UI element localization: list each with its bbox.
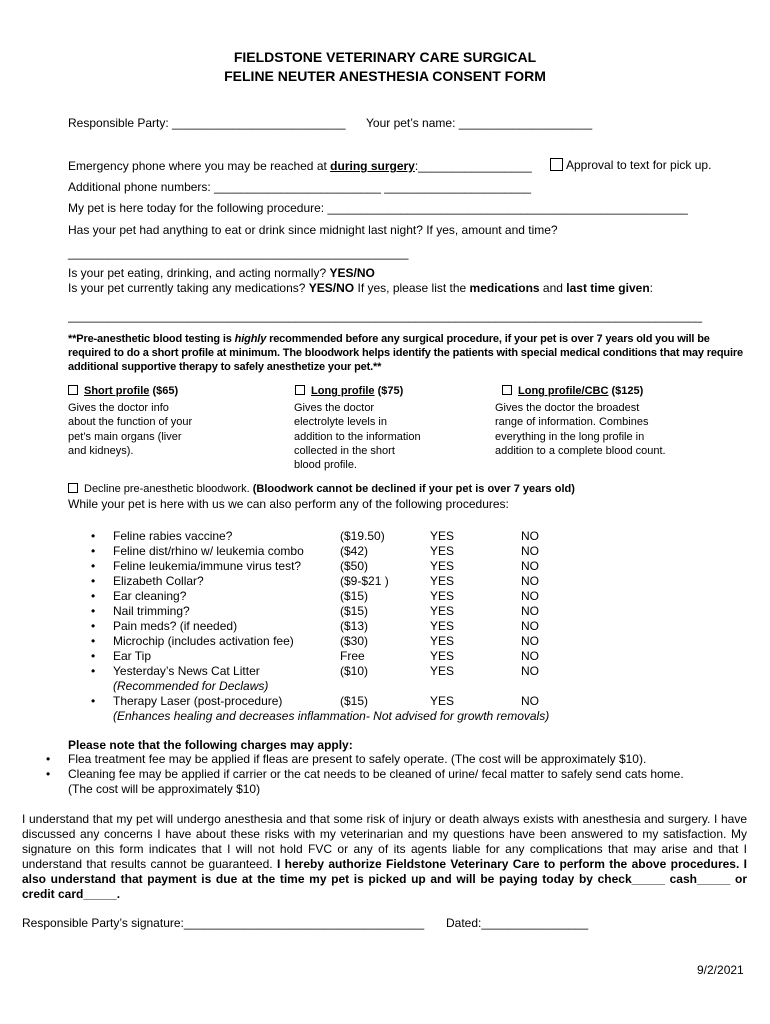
long-profile-cbc-price: ($125) bbox=[608, 385, 644, 397]
eat-drink-answer-line[interactable]: ___________________________________________________ bbox=[68, 246, 409, 260]
procedure-name: Ear Tip bbox=[113, 649, 152, 663]
meds-list-bold2: last time given bbox=[566, 281, 650, 295]
bullet-icon: • bbox=[91, 589, 96, 603]
procedure-name: Feline leukemia/immune virus test? bbox=[113, 559, 302, 573]
procedure-price: ($10) bbox=[340, 664, 369, 678]
procedure-price: ($15) bbox=[340, 694, 369, 708]
long-profile-cbc-desc: Gives the doctor the broadest range of information. Combines everything in the long profile in addition to a complete blood count. bbox=[495, 402, 666, 457]
long-profile-name: Long profile bbox=[311, 385, 375, 397]
long-profile-checkbox[interactable] bbox=[295, 385, 305, 395]
procedure-price: ($50) bbox=[340, 559, 369, 573]
bullet-icon: • bbox=[91, 604, 96, 618]
pet-name-field[interactable]: Your pet’s name: ____________________ bbox=[366, 116, 593, 130]
procedure-price: ($15) bbox=[340, 589, 369, 603]
bullet-icon: • bbox=[46, 752, 51, 766]
procedure-field[interactable]: My pet is here today for the following procedure: ______________________________________________________ bbox=[68, 201, 688, 215]
laser-note: (Enhances healing and decreases inflammation- Not advised for growth removals) bbox=[113, 709, 550, 723]
short-profile-option[interactable] bbox=[68, 384, 178, 398]
procedure-no-option[interactable]: NO bbox=[521, 574, 539, 588]
procedure-no-option[interactable]: NO bbox=[521, 634, 539, 648]
procedure-price: ($13) bbox=[340, 619, 369, 633]
approval-label: Approval to text for pick up. bbox=[566, 158, 712, 172]
procedure-no-option[interactable]: NO bbox=[521, 619, 539, 633]
procedure-no-option[interactable]: NO bbox=[521, 649, 539, 663]
decline-bloodwork-checkbox[interactable] bbox=[68, 483, 78, 493]
consent-authorization: I hereby authorize Fieldstone Veterinary Care to perform the above procedures. I also understand that payment is due at the time my pet is picked up and will be paying today by check_____ cash_____ or credit card_____. bbox=[22, 857, 747, 901]
footer-date: 9/2/2021 bbox=[697, 963, 744, 977]
acting-normal-options[interactable]: YES/NO bbox=[329, 266, 375, 280]
short-profile-desc: Gives the doctor info about the function of your pet’s main organs (liver and kidneys). bbox=[68, 402, 193, 457]
procedure-price: ($15) bbox=[340, 604, 369, 618]
emergency-emphasis: during surgery bbox=[330, 159, 415, 173]
procedure-price: ($42) bbox=[340, 544, 369, 558]
approval-checkbox[interactable] bbox=[550, 158, 563, 171]
emergency-prefix: Emergency phone where you may be reached at bbox=[68, 159, 331, 173]
short-profile-name: Short profile bbox=[84, 385, 150, 397]
bullet-icon: • bbox=[91, 544, 96, 558]
short-profile-checkbox[interactable] bbox=[68, 385, 78, 395]
procedure-name: Nail trimming? bbox=[113, 604, 190, 618]
meds-list-bold1: medications bbox=[469, 281, 540, 295]
bullet-icon: • bbox=[91, 634, 96, 648]
meds-list-mid: and bbox=[539, 281, 567, 295]
decline-bloodwork-option[interactable] bbox=[68, 482, 575, 496]
consent-text: I understand that my pet will undergo anesthesia and that some risk of injury or death always exists with anesthesia and surgery. I have discussed any concerns I have about these risks with my veterinarian and my questions have been answered to my satisfaction. My signature on this form indicates that I will not hold FVC or any of its agents liable for any complications that may arise and that I understand that results cannot be guaranteed. bbox=[22, 812, 747, 871]
medications-answer-line[interactable]: _______________________________________________________________________________________________ bbox=[68, 309, 703, 323]
eat-drink-question: Has your pet had anything to eat or drink since midnight last night? If yes, amount and time? bbox=[68, 223, 558, 237]
meds-list-prefix: If yes, please list the bbox=[354, 281, 470, 295]
approval-text-option[interactable] bbox=[550, 158, 711, 173]
procedure-yes-option[interactable]: YES bbox=[430, 634, 455, 648]
procedure-yes-option[interactable]: YES bbox=[430, 544, 455, 558]
bullet-icon: • bbox=[91, 529, 96, 543]
procedure-price: ($30) bbox=[340, 634, 369, 648]
bullet-icon: • bbox=[91, 559, 96, 573]
procedure-name: Microchip (includes activation fee) bbox=[113, 634, 294, 648]
long-profile-cbc-name: Long profile/CBC bbox=[518, 385, 609, 397]
procedure-yes-option[interactable]: YES bbox=[430, 589, 455, 603]
acting-normal-text: Is your pet eating, drinking, and acting normally? bbox=[68, 266, 330, 280]
meds-text: Is your pet currently taking any medications? bbox=[68, 281, 309, 295]
decline-bloodwork-label: Decline pre-anesthetic bloodwork. bbox=[84, 483, 250, 495]
procedure-yes-option[interactable]: YES bbox=[430, 664, 455, 678]
cleaning-fee-note: Cleaning fee may be applied if carrier or the cat needs to be cleaned of urine/ fecal matter to safely send cats home. bbox=[68, 767, 684, 781]
bloodwork-note bbox=[68, 332, 746, 374]
procedure-yes-option[interactable]: YES bbox=[430, 619, 455, 633]
charges-heading: Please note that the following charges may apply: bbox=[68, 738, 353, 752]
additional-phone-field[interactable]: Additional phone numbers: _________________________ ______________________ bbox=[68, 180, 532, 194]
bullet-icon: • bbox=[91, 619, 96, 633]
acting-normal-question bbox=[68, 266, 375, 281]
procedure-yes-option[interactable]: YES bbox=[430, 649, 455, 663]
procedure-name: Feline rabies vaccine? bbox=[113, 529, 233, 543]
procedure-name: Pain meds? (if needed) bbox=[113, 619, 238, 633]
procedure-no-option[interactable]: NO bbox=[521, 664, 539, 678]
responsible-party-field[interactable]: Responsible Party: __________________________ bbox=[68, 116, 346, 130]
bloodwork-note-emphasis: highly bbox=[234, 333, 267, 345]
meds-list-suffix: : bbox=[649, 281, 653, 295]
bullet-icon: • bbox=[46, 767, 51, 781]
bullet-icon: • bbox=[91, 694, 96, 708]
procedure-no-option[interactable]: NO bbox=[521, 694, 539, 708]
procedure-yes-option[interactable]: YES bbox=[430, 604, 455, 618]
procedure-no-option[interactable]: NO bbox=[521, 559, 539, 573]
long-profile-option[interactable] bbox=[295, 384, 403, 398]
procedure-yes-option[interactable]: YES bbox=[430, 529, 455, 543]
litter-note: (Recommended for Declaws) bbox=[113, 679, 269, 693]
bullet-icon: • bbox=[91, 574, 96, 588]
procedure-no-option[interactable]: NO bbox=[521, 529, 539, 543]
emergency-suffix: :_________________ bbox=[414, 159, 532, 173]
medications-question bbox=[68, 281, 653, 296]
cleaning-fee-cost: (The cost will be approximately $10) bbox=[68, 782, 261, 796]
form-title-line1: FIELDSTONE VETERINARY CARE SURGICAL bbox=[233, 49, 537, 65]
bullet-icon: • bbox=[91, 664, 96, 678]
procedure-name: Ear cleaning? bbox=[113, 589, 187, 603]
signature-field[interactable]: Responsible Party’s signature:____________________________________ bbox=[22, 916, 425, 930]
decline-bloodwork-note: (Bloodwork cannot be declined if your pet is over 7 years old) bbox=[252, 483, 575, 495]
procedure-yes-option[interactable]: YES bbox=[430, 694, 455, 708]
procedure-yes-option[interactable]: YES bbox=[430, 559, 455, 573]
procedure-name: Therapy Laser (post-procedure) bbox=[113, 694, 283, 708]
flea-fee-note: Flea treatment fee may be applied if fleas are present to safely operate. (The cost will be approximately $10). bbox=[68, 752, 647, 766]
procedure-name: Feline dist/rhino w/ leukemia combo bbox=[113, 544, 304, 558]
form-title-line2: FELINE NEUTER ANESTHESIA CONSENT FORM bbox=[224, 68, 546, 84]
procedure-no-option[interactable]: NO bbox=[521, 589, 539, 603]
procedure-name: Elizabeth Collar? bbox=[113, 574, 204, 588]
procedure-no-option[interactable]: NO bbox=[521, 604, 539, 618]
dated-field[interactable]: Dated:________________ bbox=[446, 916, 589, 930]
bloodwork-note-part1: **Pre-anesthetic blood testing is bbox=[68, 333, 235, 345]
procedure-price: Free bbox=[340, 649, 365, 663]
short-profile-price: ($65) bbox=[149, 385, 179, 397]
consent-paragraph bbox=[22, 812, 747, 902]
procedure-name: Yesterday’s News Cat Litter bbox=[113, 664, 260, 678]
bloodwork-note-part2: recommended before any surgical procedure, if your pet is over 7 years old you will be required to do a short profile at minimum. The bloodwork helps identify the patients with special medical conditions that may require additional supportive therapy to safely anesthetize your pet.** bbox=[68, 333, 743, 373]
long-profile-cbc-checkbox[interactable] bbox=[502, 385, 512, 395]
procedure-yes-option[interactable]: YES bbox=[430, 574, 455, 588]
bullet-icon: • bbox=[91, 649, 96, 663]
emergency-phone-field[interactable] bbox=[68, 159, 532, 174]
long-profile-cbc-option[interactable] bbox=[502, 384, 643, 398]
procedure-price: ($19.50) bbox=[340, 529, 385, 543]
procedures-intro: While your pet is here with us we can also perform any of the following procedures: bbox=[68, 497, 509, 511]
long-profile-desc: Gives the doctor electrolyte levels in addition to the information collected in the short blood profile. bbox=[294, 402, 421, 472]
procedure-no-option[interactable]: NO bbox=[521, 544, 539, 558]
procedure-price: ($9-$21 ) bbox=[340, 574, 389, 588]
meds-options[interactable]: YES/NO bbox=[308, 281, 355, 295]
long-profile-price: ($75) bbox=[374, 385, 404, 397]
